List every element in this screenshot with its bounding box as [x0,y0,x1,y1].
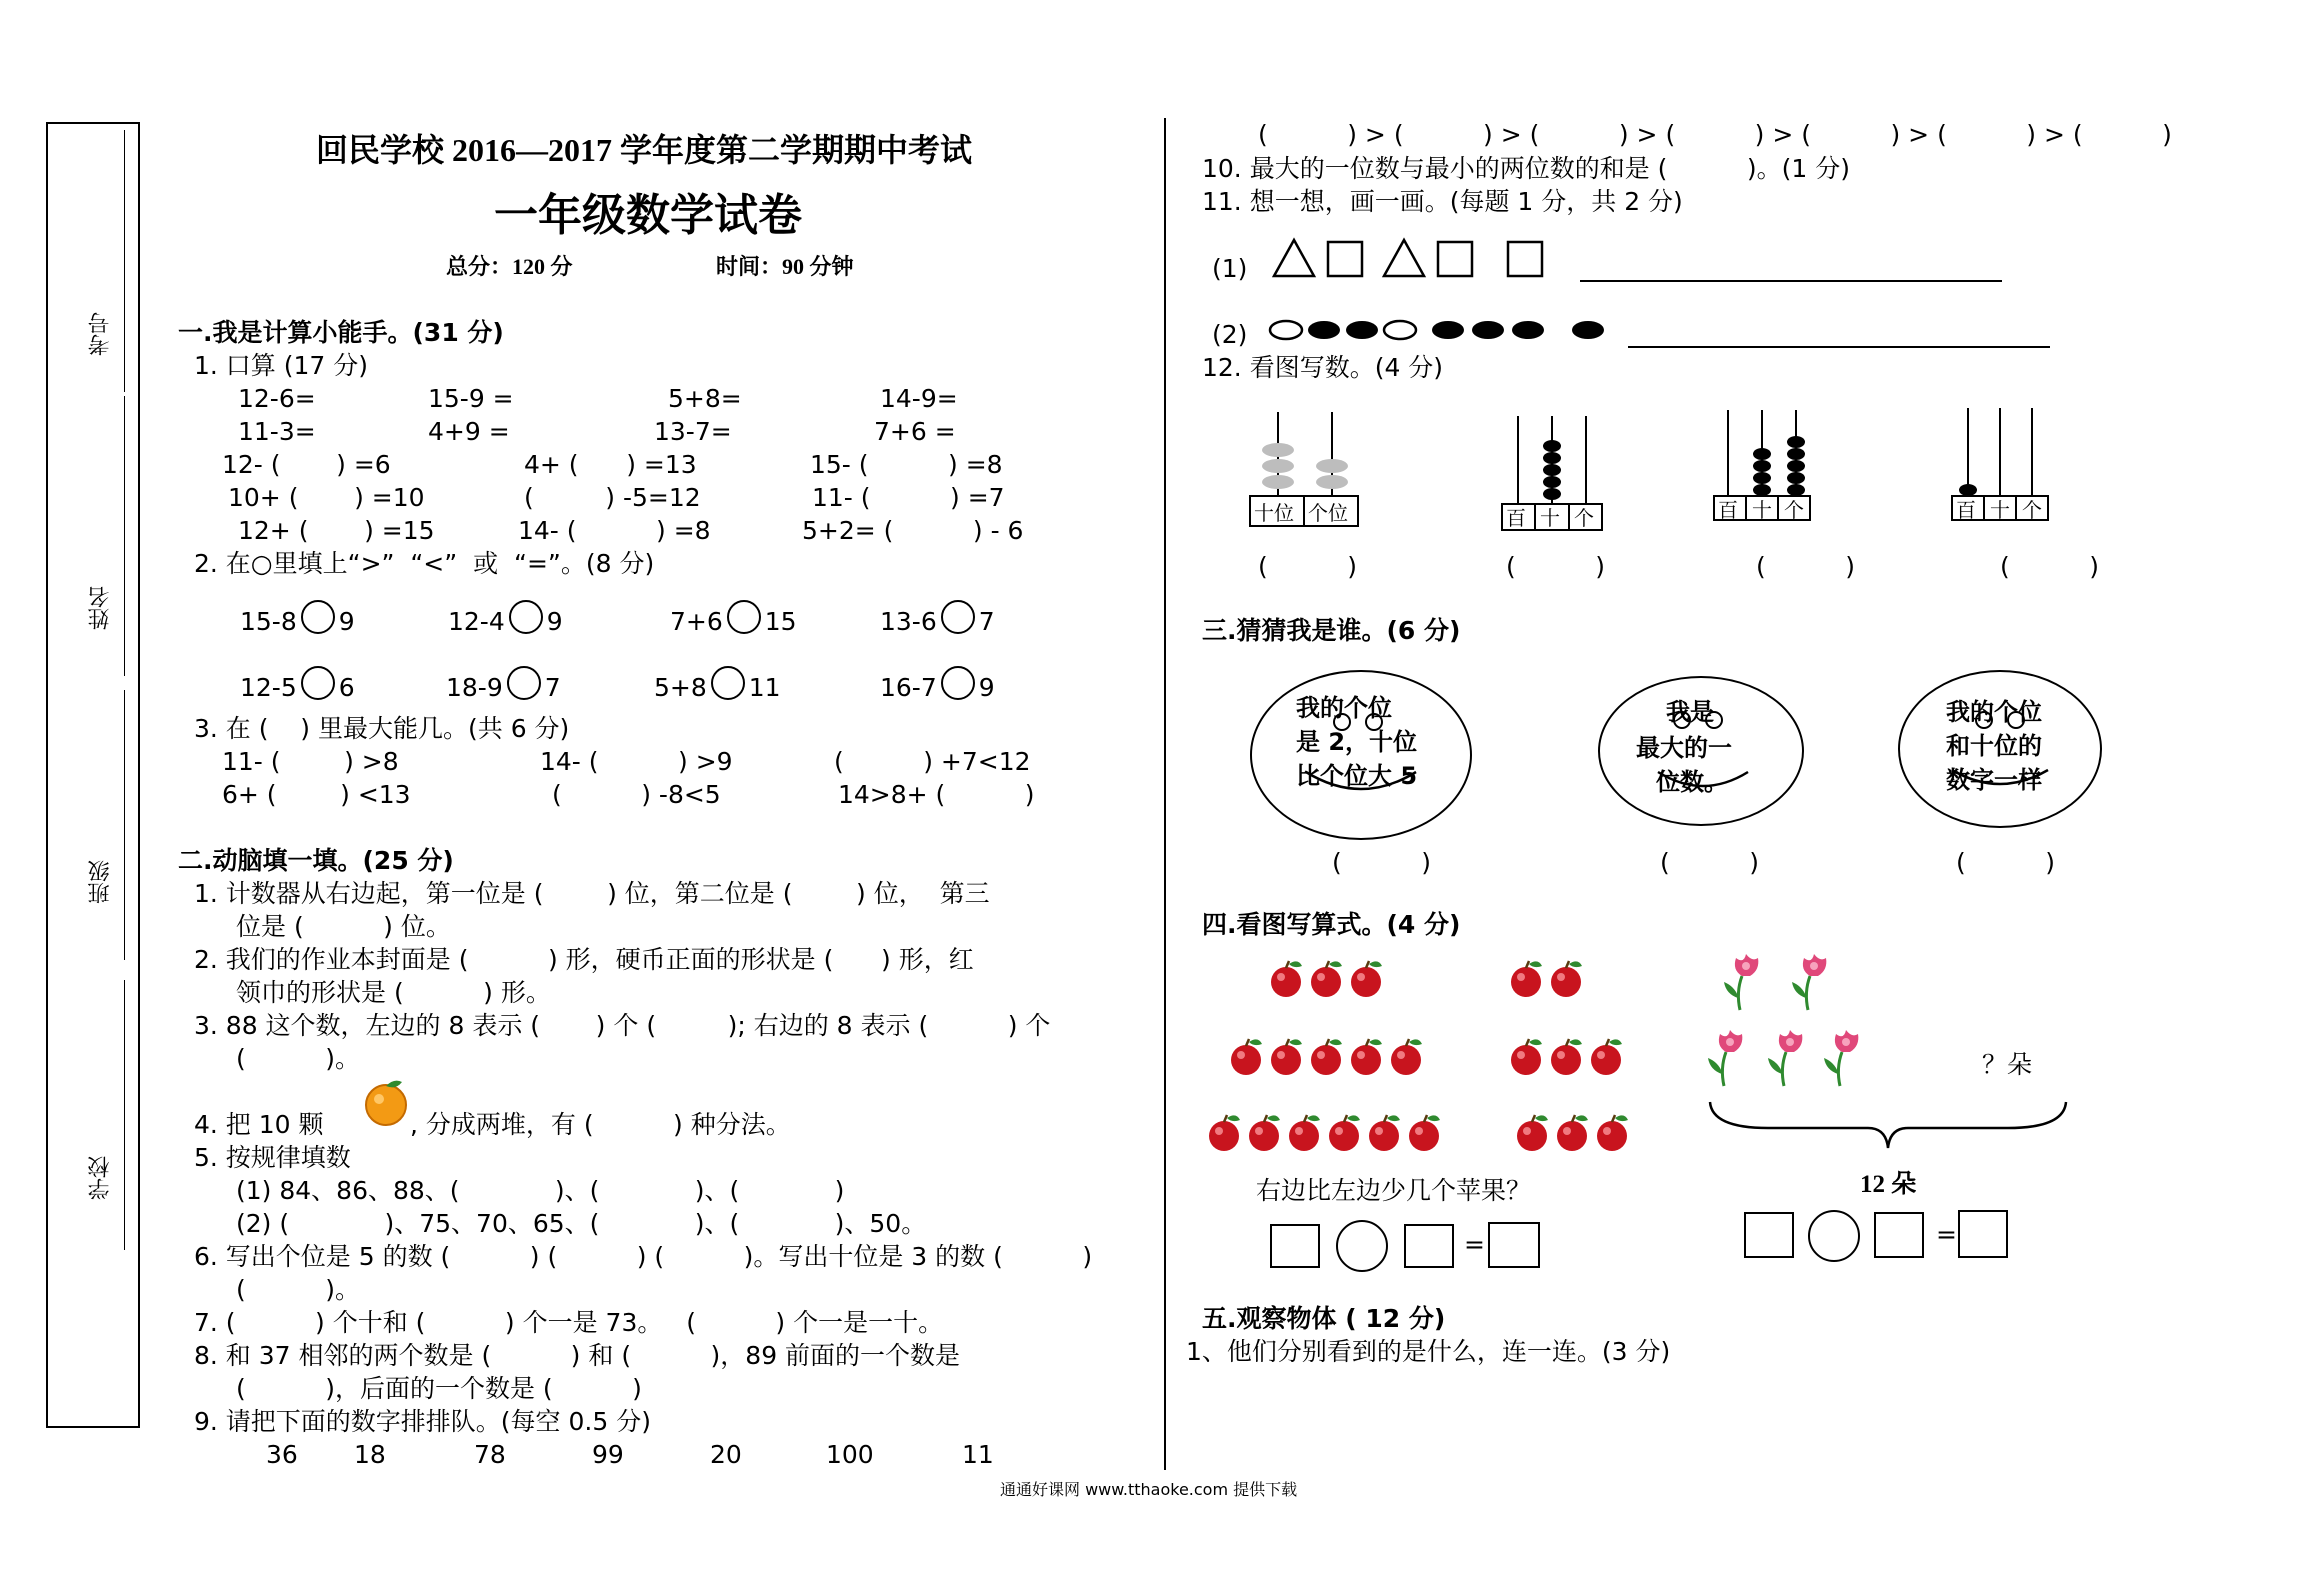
shape-pattern-1 [1272,238,1552,280]
apples-right [1490,950,1660,1160]
guess-3-line: 数字一样 [1946,766,2042,794]
abacus-label-ones: 个 [1784,498,1804,522]
sort-number: 99 [592,1440,624,1469]
smile-icon [1930,708,2070,788]
compare-item [240,672,355,706]
q5-1: 1、他们分别看到的是什么，连一连。(3 分) [1186,1337,1671,1366]
q2-compare-label: 2. 在○里填上“>” “<” 或 “=”。(8 分) [194,549,655,578]
answer-circle[interactable] [507,666,541,700]
answer-box[interactable] [1404,1224,1454,1268]
square-icon [1438,242,1472,276]
q2-4-text-a: 4. 把 10 颗 [194,1110,324,1139]
abacus-label-tens: 十 [1540,506,1560,530]
compare-left: 12-5 [240,673,297,702]
sort-number: 11 [962,1440,994,1469]
compare-left: 18-9 [446,673,503,702]
section-2-title: 二.动脑填一填。(25 分) [178,846,454,875]
fill-item: 15- ( ) =8 [810,450,1003,479]
guess-answer[interactable]: ( ) [1332,848,1431,877]
equals-sign: = [1936,1220,1957,1249]
answer-circle[interactable] [941,600,975,634]
q2-3-line1: 3. 88 这个数，左边的 8 表示 ( ) 个 ( ); 右边的 8 表示 ( ) 个 [194,1011,1051,1040]
abacus-answer[interactable]: ( ) [1756,552,1855,581]
compare-left: 5+8 [654,673,707,702]
compare-item [240,606,355,640]
compare-item [448,606,563,640]
compare-left: 13-6 [880,607,937,636]
answer-box[interactable] [1958,1210,2008,1258]
answer-circle[interactable] [509,600,543,634]
section-4-title: 四.看图写算式。(4 分) [1202,910,1461,939]
max-item: 6+ ( ) <13 [222,780,411,809]
compare-right: 9 [978,673,995,702]
operator-circle[interactable] [1336,1220,1388,1272]
abacus-label-tens: 十位 [1254,501,1294,525]
square-icon [1508,242,1542,276]
compare-item [446,672,561,706]
fill-item: 12+ ( ) =15 [238,516,435,545]
q2-7: 7. ( ) 个十和 ( ) 个一是 73。 ( ) 个一是一十。 [194,1308,944,1337]
abacus-label-ones: 个位 [1308,501,1348,525]
orange-icon [360,1076,412,1128]
compare-left: 16-7 [880,673,937,702]
compare-right: 11 [748,673,781,702]
sort-number: 18 [354,1440,386,1469]
q2-8-line2: ( )，后面的一个数是 ( ) [236,1374,642,1403]
square-icon [1328,242,1362,276]
abacus-label-hundreds: 百 [1956,498,1976,522]
q2-3-line2: ( )。 [236,1044,360,1073]
abacus-label-hundreds: 百 [1506,506,1526,530]
q2-8-line1: 8. 和 37 相邻的两个数是 ( ) 和 ( )，89 前面的一个数是 [194,1341,961,1370]
q2-2-line2: 领巾的形状是 ( ) 形。 [236,978,551,1007]
abacus-label-ones: 个 [1574,506,1594,530]
q11-part1-label: (1) [1212,254,1248,283]
fill-item: 5+2= ( ) - 6 [802,516,1024,545]
flowers [1700,936,1880,1096]
guess-2-line: 位数。 [1656,768,1728,796]
q2-5-seq1: (1) 84、86、88、( )、( )、( ) [236,1176,845,1205]
abacus-label-tens: 十 [1752,498,1772,522]
compare-right: 15 [764,607,797,636]
answer-circle[interactable] [941,666,975,700]
flower-total: 12 朵 [1860,1171,1917,1198]
guess-1-line: 是 2，十位 [1296,728,1418,756]
operator-circle[interactable] [1808,1210,1860,1262]
sort-number: 36 [266,1440,298,1469]
q1-oral-label: 1. 口算 (17 分) [194,351,369,380]
section-5-title: 五.观察物体 ( 12 分) [1202,1304,1446,1333]
abacus-answer[interactable]: ( ) [1506,552,1605,581]
compare-left: 15-8 [240,607,297,636]
answer-box[interactable] [1488,1222,1540,1268]
compare-item [670,606,797,640]
compare-left: 12-4 [448,607,505,636]
fill-item: ( ) -5=12 [524,483,701,512]
answer-line-1[interactable] [1580,280,2002,282]
fill-item: 10+ ( ) =10 [228,483,425,512]
total-score: 总分：120 分 [446,254,573,279]
compare-right: 7 [544,673,561,702]
q2-5-seq2: (2) ( )、75、70、65、( )、( )、50。 [236,1209,927,1238]
max-item: 14- ( ) >9 [540,747,733,776]
answer-circle[interactable] [301,666,335,700]
abacus-answer[interactable]: ( ) [1258,552,1357,581]
q11: 11. 想一想，画一画。(每题 1 分，共 2 分) [1202,187,1683,216]
answer-box[interactable] [1744,1212,1794,1258]
flower-question: ？朵 [1982,1050,2033,1079]
compare-right: 6 [338,673,355,702]
abacus-answer[interactable]: ( ) [2000,552,2099,581]
fill-item: 14- ( ) =8 [518,516,711,545]
triangle-icon [1274,240,1314,276]
oral-item: 15-9 = [428,384,514,413]
abacus-label-ones: 个 [2022,498,2042,522]
guess-2-line: 我是 [1666,698,1714,726]
school-title: 回民学校 2016—2017 学年度第二学期期中考试 [316,132,973,168]
name-label: 姓名 [88,586,113,630]
guess-1-line: 比个位大 5 [1296,762,1418,790]
q12: 12. 看图写数。(4 分) [1202,353,1444,382]
paper-title: 一年级数学试卷 [494,191,802,240]
oral-item: 7+6 = [874,417,956,446]
oral-item: 4+9 = [428,417,510,446]
sort-number: 78 [474,1440,506,1469]
brace-icon [1708,1100,2068,1150]
compare-left: 7+6 [670,607,723,636]
guess-answer[interactable]: ( ) [1956,848,2055,877]
q2-2-line1: 2. 我们的作业本封面是 ( ) 形，硬币正面的形状是 ( ) 形，红 [194,945,974,974]
abacus-label-tens: 十 [1990,498,2010,522]
compare-right: 7 [978,607,995,636]
max-item: ( ) +7<12 [834,747,1031,776]
max-item: ( ) -8<5 [552,780,721,809]
school-label: 学校 [88,1156,113,1200]
q2-4-text-b: , 分成两堆，有 ( ) 种分法。 [410,1110,791,1139]
compare-right: 9 [338,607,355,636]
q9-order-line: ( ) > ( ) > ( ) > ( ) > ( ) > ( ) > ( ) [1258,120,2172,149]
q2-9: 9. 请把下面的数字排排队。(每空 0.5 分) [194,1407,651,1436]
compare-item [654,672,781,706]
exam-no-label: 考号 [88,312,113,356]
q2-1-line1: 1. 计数器从右边起，第一位是 ( ) 位，第二位是 ( ) 位， 第三 [194,879,990,908]
q2-6-line2: ( )。 [236,1275,360,1304]
class-line [124,690,125,960]
fill-item: 12- ( ) =6 [222,450,391,479]
answer-circle[interactable] [727,600,761,634]
exam-time: 时间：90 分钟 [716,254,854,279]
guess-3-line: 我的个位 [1946,698,2042,726]
guess-3-line: 和十位的 [1946,732,2042,760]
answer-line-2[interactable] [1628,346,2050,348]
column-divider [1164,118,1166,1470]
equals-sign: = [1464,1230,1485,1259]
footer-credit: 通通好课网 www.tthaoke.com 提供下载 [1000,1480,1298,1499]
guess-2-line: 最大的一 [1636,734,1732,762]
max-item: 11- ( ) >8 [222,747,399,776]
q11-part2-label: (2) [1212,320,1248,349]
oral-item: 12-6= [238,384,316,413]
compare-item [880,672,995,706]
answer-box[interactable] [1270,1224,1320,1268]
smile-icon [1286,710,1436,790]
q10: 10. 最大的一位数与最小的两位数的和是 ( )。(1 分) [1202,154,1850,183]
fill-item: 4+ ( ) =13 [524,450,697,479]
q2-6-line1: 6. 写出个位是 5 的数 ( ) ( ) ( )。写出十位是 3 的数 ( ) [194,1242,1093,1271]
guess-1-line: 我的个位 [1296,694,1392,722]
fill-item: 11- ( ) =7 [812,483,1005,512]
answer-circle[interactable] [711,666,745,700]
q3-max-label: 3. 在 ( ) 里最大能几。(共 6 分) [194,714,570,743]
sort-number: 20 [710,1440,742,1469]
name-line [124,396,125,676]
shape-pattern-2 [1268,318,1612,342]
oral-item: 5+8= [668,384,742,413]
q2-1-line2: 位是 ( ) 位。 [236,912,451,941]
exam-no-line [124,130,125,392]
section-3-title: 三.猜猜我是谁。(6 分) [1202,616,1461,645]
school-line [124,980,125,1250]
compare-item [880,606,995,640]
sort-number: 100 [826,1440,874,1469]
smile-icon [1638,708,1768,788]
apples-left [1200,950,1460,1160]
abacus-label-hundreds: 百 [1718,498,1738,522]
triangle-icon [1384,240,1424,276]
class-label: 班级 [88,860,113,904]
section-1-title: 一.我是计算小能手。(31 分) [178,318,504,347]
max-item: 14>8+ ( ) [838,780,1035,809]
q2-5-label: 5. 按规律填数 [194,1143,351,1172]
apple-question: 右边比左边少几个苹果？ [1256,1176,1532,1205]
guess-answer[interactable]: ( ) [1660,848,1759,877]
oral-item: 13-7= [654,417,732,446]
oral-item: 14-9= [880,384,958,413]
answer-box[interactable] [1874,1212,1924,1258]
compare-right: 9 [546,607,563,636]
oral-item: 11-3= [238,417,316,446]
answer-circle[interactable] [301,600,335,634]
